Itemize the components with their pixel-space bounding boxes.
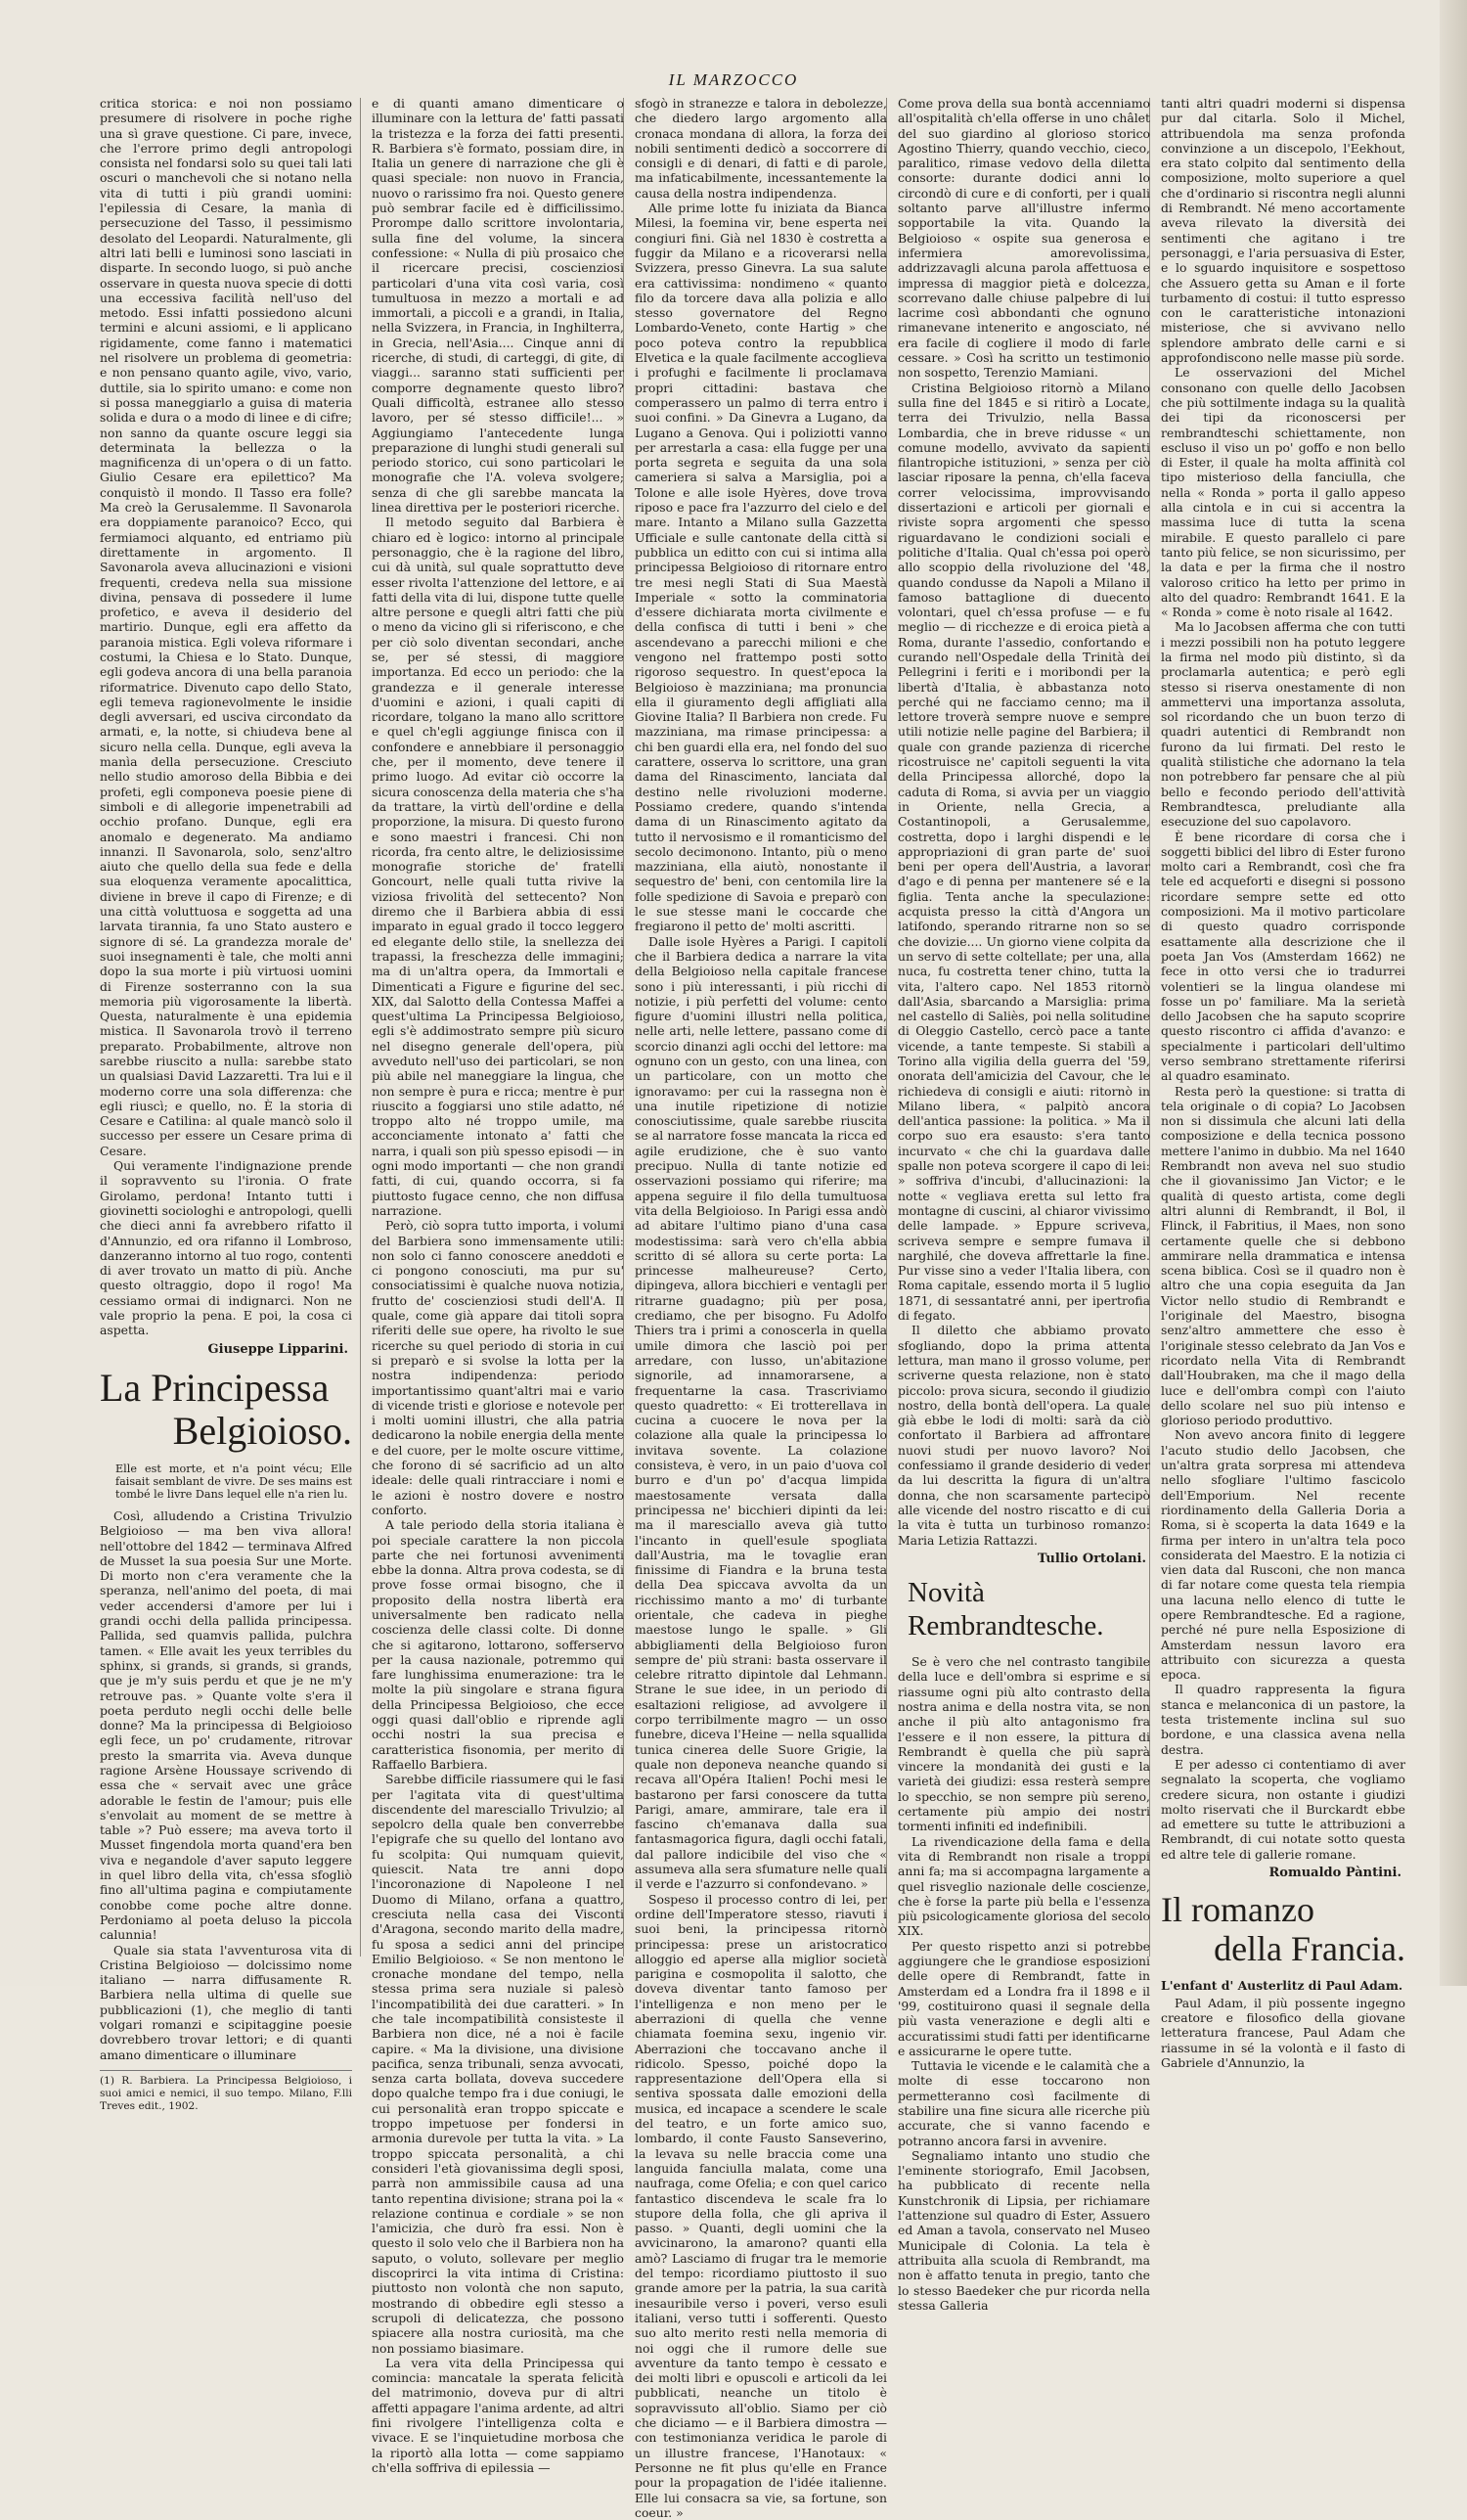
article-paragraph: Qui veramente l'indignazione prende il sopravvento su l'ironia. O frate Girolamo, perdona! Intanto tutti i giovinetti sociologhi e antropologi, quelli che dieci anni fa avrebbero rifatto il d'Annunzio, ed ora rifanno il Lombroso, danzeranno intorno al tuo rogo, contenti di aver trovato un matto di più. Anche questo oltraggio, dopo il rogo! Ma cessiamo ormai di indignarci. Non ne vale proprio la pena. E poi, la cosa ci aspetta. [100, 1158, 352, 1338]
article-paragraph: E per adesso ci contentiamo di aver segnalato la scoperta, che vogliamo credere sicura, non ostante i giudizi molto riservati che il Burckardt ebbe ad emettere su tutte le attribuzioni a Rembrandt, di cui notate sotto questa ed altre tele di gallerie romane. [1161, 1756, 1405, 1862]
author-signature: Giuseppe Lipparini. [207, 1341, 348, 1357]
article-paragraph: Le osservazioni del Michel consonano con quelle dello Jacobsen che più sottilmente indaga su la qualità dei tipi da riconoscersi per rembrandteschi schiettamente, non escluso il viso un po' goffo e non bello di Ester, il quale ha molta affinità col tipo misterioso della fanciulla, che nella « Ronda » porta il gallo appeso alla cintola e in cui si accentra la massima luce di tutta la scena mirabile. E questo parallelo ci pare tanto più felice, se non sicurissimo, per la data e per la firma che il nostro valoroso critico ha letto per primo in alto del quadro: Rembrandt 1641. E la « Ronda » come è noto risale al 1642. [1161, 365, 1405, 620]
article-paragraph: Non avevo ancora finito di leggere l'acuto studio dello Jacobsen, che un'altra grata sorpresa mi attendeva nello sfogliare l'ultimo fascicolo dell'Emporium. Nel recente riordinamento della Galleria Doria a Roma, si è scoperta la data 1649 e la firma per intero in un'altra tela poco considerata del Maestro. E la notizia ci vien data dal Rusconi, che non manca di far notare come questa tela riempia una lacuna nello elenco di tutte le opere Rembrandtesche. Ed a ragione, perché né pure nella Esposizione di Amsterdam nessun lavoro era attribuito con sicurezza a questa epoca. [1161, 1427, 1405, 1683]
article-paragraph: Resta però la questione: si tratta di tela originale o di copia? Lo Jacobsen non si dissimula che alcuni lati della composizione e della tecnica possono mettere l'animo in dubbio. Ma nel 1640 Rembrandt non aveva nel suo studio che il giovanissimo Jan Victor; e le qualità di questo artista, come degli altri alunni di Rembrandt, il Bol, il Flinck, il Fabritius, il Maes, non sono certamente quelle che si debbono ammirare nella drammatica e intensa scena biblica. Così se il quadro non è altro che una copia eseguita da Jan Victor nello studio di Rembrandt e l'originale del Maestro, bisogna senz'altro ammettere che esso è l'originale stesso celebrato da Jan Vos e ricordato nella Vita di Rembrandt dall'Houbraken, ma che il mago della luce e dell'ombra compì con l'aiuto dello scolare nel suo più intenso e glorioso periodo produttivo. [1161, 1083, 1405, 1428]
column-2 [372, 96, 624, 2475]
article-paragraph: È bene ricordare di corsa che i soggetti biblici del libro di Ester furono molto cari a Rembrandt, così che fra tele ed acqueforti e disegni si possono ricordare sempre sette ed otto composizioni. Ma il motivo particolare di questo quadro corrisponde esattamente alla descrizione che il poeta Jan Vos (Amsterdam 1662) ne fece in otto versi che io tradurrei volentieri se la lingua olandese mi fosse un po' familiare. Ma la serietà dello Jacobsen che ha saputo scoprire questo riscontro ci affida d'avanzo: e specialmente i particolari dell'ultimo verso sembrano strettamente riferirsi al quadro esaminato. [1161, 829, 1405, 1084]
article-paragraph: Cristina Belgioioso ritornò a Milano sulla fine del 1845 e si ritirò a Locate, terra dei Trivulzio, nella Bassa Lombardia, che in breve ridusse « un comune modello, avvivato da sapienti filantropiche istituzioni, » senza per ciò lasciar riposare la penna, ch'ella faceva correr velocissima, improvvisando dissertazioni e articoli per giornali e riviste sopra argomenti che spesso riguardavano le condizioni sociali e politiche d'Italia. Qual ch'essa poi operò allo scoppio della rivoluzione del '48, quando condusse da Napoli a Milano il famoso battaglione di duecento volontari, quel ch'essa profuse — e fu meglio — di ricchezze e di eroica pietà a Roma, durante l'assedio, confortando e curando nell'Ospedale della Trinità dei Pellegrini i feriti e i moribondi per la libertà d'Italia, è abbastanza noto perché qui ne facciamo cenno; ma il lettore troverà sempre nuove e sempre utili notizie nelle pagine del Barbiera; il quale con grande pazienza di ricerche ricostruisce ne' capitoli seguenti la vita della Principessa allorché, dopo la caduta di Roma, si avvia per un viaggio in Oriente, nella Grecia, a Costantinopoli, a Gerusalemme, costretta, dopo i larghi dispendi e le appropriazioni di gran parte de' suoi beni per opera dell'Austria, a lavorar d'ago e di penna per mantenere sé e la figlia. Tenta anche la speculazione: acquista presso la città d'Angora un latifondo, sperando ritrarne non so se che dovizie.... Un giorno viene colpita da un servo di sette coltellate; per una, alla nuca, fu costretta tener chino, tutta la vita, l'altero capo. Nel 1853 ritornò dall'Asia, sbarcando a Marsiglia: prima nel castello di Saliès, poi nella solitudine di Oleggio Castello, cercò pace a tante vicende, a tante tempeste. Si stabilì a Torino alla vigilia della guerra del '59, onorata dell'amicizia del Cavour, che le richiedeva di consigli e aiuti: ritornò in Milano libera, « palpitò ancora dell'antica passione: la politica. » Ma il corpo suo era esausto: s'era tanto incurvato « che chi la guardava dalle spalle non poteva scorgere il capo di lei: » soffriva d'incubi, d'allucinazioni: la notte « vegliava eretta sul letto fra montagne di cuscini, al chiaror vivissimo delle lampade. » Eppure scriveva, scriveva sempre e sempre fumava il narghilé, che doveva affrettarle la fine. Pur visse sino a veder l'Italia libera, con Roma capitale, essendo morta il 5 luglio 1871, di sessantatré anni, per ipertrofia di fegato. [898, 380, 1150, 1324]
article-paragraph: Il metodo seguito dal Barbiera è chiaro ed è logico: intorno al principale personaggio, che è la ragione del libro, cui dà unità, sul quale soprattutto deve esser rivolta l'attenzione del lettore, e ai fatti della vita di lui, dispone tutte quelle altre persone e quegli altri fatti che più o meno da vicino gli si riferiscono, e che per ciò solo diventan secondari, anche se, per sé stessi, di maggiore importanza. Ed ecco un periodo: che la grandezza e il generale interesse d'uomini e azioni, i quali capiti di ricordare, tolgano la mano allo scrittore e quel ch'egli aggiunge finisca con il confondere e annebbiare il personaggio che, per il momento, deve tenere il primo luogo. Ad evitar ciò occorre la sicura conoscenza della materia che s'ha da trattare, la virtù dell'ordine e della proporzione, la misura. Di questo furono e sono maestri i francesi. Chi non ricorda, fra cento altre, le deliziosissime monografie storiche de' fratelli Goncourt, nelle quali tutta rivive la viziosa frivolità del settecento? Non diremo che il Barbiera abbia di essi imparato in egual grado il tocco leggero ed elegante dello stile, la snellezza dei trapassi, la freschezza delle immagini; ma di un'altra opera, da Immortali e Dimenticati a Figure e figurine del sec. XIX, dal Salotto della Contessa Maffei a quest'ultima La Principessa Belgioioso, egli s'è addimostrato sempre più sicuro nel disegno generale dell'opera, più avveduto nell'uso dei particolari, se non più abile nel maneggiare la lingua, che non sempre è pura e ricca; mentre è pur riuscito a foggiarsi uno stile adatto, né troppo alto né troppo umile, ma acconciamente intonato a' fatti che narra, i quali son più spesso episodi — in ogni modo importanti — che non grandi fatti, di cui, quando occorra, si fa piuttosto fugace cenno, che non diffusa narrazione. [372, 515, 624, 1218]
article-paragraph: critica storica: e noi non possiamo presumere di risolvere in poche righe una sì grave questione. Ci pare, invece, che l'errore primo degli antropologi consista nel fondarsi solo su quei tali lati oscuri o manchevoli che si notano nella vita di tutti i più grandi uomini: l'epilessia di Cesare, la manìa di persecuzione del Tasso, il pessimismo desolato del Leopardi. Naturalmente, gli altri lati belli e luminosi sono lasciati in disparte. In secondo luogo, si può anche osservare in questa nuova specie di dotti una eccessiva facilità nell'uso del metodo. Essi infatti possiedono alcuni termini e alcuni assiomi, e li applicano rigidamente, come fanno i matematici nel risolvere un problema di geometria: e non pensano quanto agile, vivo, vario, duttile, sia lo spirito umano: e come non si possa maneggiarlo a guisa di materia solida e dura o a modo di linee e di cifre; non sanno da quante oscure leggi sia determinata la bellezza o la magnificenza di un'opera o di un fatto. Giulio Cesare era epilettico? Ma conquistò il mondo. Il Tasso era folle? Ma creò la Gerusalemme. Il Savonarola era doppiamente paranoico? Ecco, qui fermiamoci alquanto, ed entriamo più direttamente in argomento. Il Savonarola aveva allucinazioni e visioni frequenti, credeva nella sua missione divina, pensava di possedere il lume profetico, e aveva il desiderio del martirio. Dunque, egli era affetto da paranoia mistica. Egli voleva riformare i costumi, la Chiesa e lo Stato. Dunque, egli godeva ancora di una bella paranoia riformatrice. Divenuto capo dello Stato, egli temeva ragionevolmente le insidie degli avversari, ed usciva circondato da armati, e, la notte, si chiudeva bene al sicuro nella cella. Dunque, egli aveva la manìa della persecuzione. Cresciuto nello studio amoroso della Bibbia e dei profeti, egli componeva poesie piene di simboli e di allegorie impenetrabili ad occhio profano. Dunque, egli era anomalo e degenerato. Ma andiamo innanzi. Il Savonarola, solo, senz'altro aiuto che quello della sua fede e della sua eloquenza veramente apocalittica, diviene in breve il capo di Firenze; e di una città voluttuosa e soggetta ad una larvata tirannia, fa uno Stato austero e signore di sé. La grandezza morale de' suoi insegnamenti è tale, che molti anni dopo la sua morte i più virtuosi uomini di Firenze sosterranno con la sua memoria più vigorosamente la libertà. Questa, naturalmente è una epidemia mistica. Il Savonarola trovò il terreno preparato. Probabilmente, altrove non sarebbe riuscito a nulla: sarebbe stato un qualsiasi David Lazzaretti. Tra lui e il moderno corre una sola differenza: che egli riuscì; e quello, no. È la storia di Cesare e Catilina: al quale mancò solo il successo per essere un Cesare prima di Cesare. [100, 96, 352, 1158]
article-subtitle: L'enfant d' Austerlitz di Paul Adam. [1161, 1978, 1403, 1994]
article-paragraph: Così, alludendo a Cristina Trivulzio Belgioioso — ma ben viva allora! nell'ottobre del 1842 — terminava Alfred de Musset la sua poesia Sur une Morte. Di morto non c'era veramente che la speranza, nell'animo del poeta, di mai veder accendersi d'amore per lui i grandi occhi della pallida principessa. Pallida, sed quamvis pallida, pulchra tamen. « Elle avait les yeux terribles du sphinx, si grands, si grands, si grands, que je m'y suis perdu et que je ne m'y retrouve pas. » Quante volte s'era il poeta perduto negli occhi delle belle donne? Ma la principessa di Belgioioso egli fece, un po' crudamente, ritrovar presto la smarrita via. Aveva dunque ragione Arsène Houssaye scrivendo di essa che « servait avec une grâce adorable le festin de l'amour; puis elle s'envolait au moment de se mettre à table »? Può essere; ma aveva torto il Musset fingendola morta quand'era ben viva e negandole d'aver saputo leggere in quel libro della vita, ch'essa sfogliò fino all'ultima pagina e compiutamente conobbe come poche altre donne. Perdoniamo al poeta deluso la piccola calunnia! [100, 1508, 352, 1943]
article-paragraph: Alle prime lotte fu iniziata da Bianca Milesi, la foemina vir, bene esperta nei congiuri fini. Già nel 1830 è costretta a fuggir da Milano e a ricoverarsi nella Svizzera, presso Ginevra. La sua salute era cattivissima: nondimeno « quanto filo da torcere dava alla polizia e allo stesso governatore del Regno Lombardo-Veneto, conte Hartig » che poco poteva contro la repubblica Elvetica e la quale facilmente accoglieva i profughi e facilmente li proclamava propri cittadini: bastava che comperassero un palmo di terra entro i suoi confini. » Da Ginevra a Lugano, da Lugano a Genova. Qui i poliziotti vanno per arrestarla a casa: ella fugge per una porta segreta e seguita da una sola cameriera si salva a Marsiglia, poi a Tolone e alle isole Hyères, dove trova riposo e pace fra l'azzurro del cielo e del mare. Intanto a Milano sulla Gazzetta Ufficiale e sulle cantonate della città si pubblica un editto con cui si intima alla principessa Belgioioso di ritornare entro tre mesi negli Stati di Sua Maestà Imperiale « sotto la comminatoria d'essere dichiarata morta civilmente e della confisca di tutti i beni » che ascendevano a parecchi milioni e che vengono nel frattempo posti sotto rigoroso sequestro. In quest'epoca la Belgioioso è mazziniana; ma pronuncia ella il giuramento degli affigliati alla Giovine Italia? Il Barbiera non crede. Fu mazziniana, ma rimase principessa: a chi ben guardi ella era, nel fondo del suo carattere, osserva lo scrittore, una gran dama del Rinascimento, lanciata dal destino nelle rivoluzioni moderne. Possiamo credere, quando s'intenda dama di un Rinascimento agitato da tutto il nervosismo e il romanticismo del secolo decimonono. Intanto, più o meno mazziniana, ella aiutò, nonostante il sequestro de' beni, con centomila lire la folle spedizione di Savoia e preparò con le sue stesse mani le coccarde che fregiarono il petto de' molti ascritti. [635, 201, 887, 934]
column-4 [898, 96, 1150, 2313]
article-paragraph: Tuttavia le vicende e le calamità che a molte di esse toccarono non permetteranno così facilmente di stabilire una fine sicura alle ricerche più accurate, che si vanno facendo e potranno ancora farsi in avvenire. [898, 2058, 1150, 2148]
epigraph: Elle est morte, et n'a point vécu; Elle faisait semblant de vivre. De ses mains est tombé le livre Dans lequel elle n'a rien lu. [115, 1462, 352, 1501]
footnote: (1) R. Barbiera. La Principessa Belgioioso, i suoi amici e nemici, il suo tempo. Milano, F.lli Treves edit., 1902. [100, 2070, 352, 2113]
article-paragraph: e di quanti amano dimenticare o illuminare con la lettura de' fatti passati la tristezza e la forza dei fatti presenti. R. Barbiera s'è formato, possiam dire, in Italia un genere di narrazione che gli è quasi speciale: non nuovo in Francia, nuovo o rarissimo fra noi. Questo genere può sembrar facile ed è difficilissimo. Prorompe dallo scrittore involontaria, sulla fine del volume, la sincera confessione: « Nulla di più prosaico che il ricercare precisi, coscienziosi particolari d'una vita così varia, così tumultuosa in mezzo a mortali e ad immortali, a piccoli e a grandi, in Italia, nella Svizzera, in Francia, in Inghilterra, in Grecia, nell'Asia.... Cinque anni di ricerche, di studi, di carteggi, di gite, di viaggi... saranno stati sufficienti per comporre degnamente questo libro? Quali difficoltà, estranee allo stesso lavoro, per sé stesso difficile!... » Aggiungiamo l'antecedente lunga preparazione di lunghi studi generali sul periodo storico, cui sono particolari le monografie che l'A. voleva svolgere; senza di che gli sarebbe mancata la linea direttiva per le posteriori ricerche. [372, 96, 624, 516]
article-paragraph: Per questo rispetto anzi si potrebbe aggiungere che le grandiose esposizioni delle opere di Rembrandt, fatte in Amsterdam ed a Londra fra il 1898 e il '99, costituirono quasi il segnale della più vasta venerazione e degli alti e accuratissimi studi fatti per identificarne e assicurarne le opere tutte. [898, 1938, 1150, 2058]
article-title-line: della Francia. [1214, 1929, 1405, 1969]
article-paragraph: La vera vita della Principessa qui comincia: mancatale la sperata felicità del matrimonio, doveva pur di altri affetti appagare l'anima ardente, ad altri fini rivolgere l'intelligenza colta e vivace. E se l'inquietudine morbosa che la riportò alla lotta — come sappiamo ch'ella soffriva di epilessia — [372, 2355, 624, 2475]
article-paragraph: Però, ciò sopra tutto importa, i volumi del Barbiera sono immensamente utili: non solo ci fanno conoscere aneddoti e ci pongono conosciuti, ma pur su' consociatissimi è qualche nuova notizia, frutto de' coscienziosi studi dell'A. Il quale, come già appare dai titoli sopra riferiti delle sue opere, ha rivolto le sue ricerche su quel periodo di storia in cui si preparò e si svolse la lotta per la nostra indipendenza: periodo importantissimo quant'altri mai e vario di vicende tristi e gloriose e notevole per i molti uomini illustri, che alla patria dedicarono la nobile energia della mente e del cuore, per le molte oscure vittime, che forono di sé sacrificio ad un alto ideale: delle quali rintracciare i nomi e le azioni è nostro dovere e nostro conforto. [372, 1218, 624, 1517]
article-paragraph: Paul Adam, il più possente ingegno creatore e filosofico della giovane letteratura francese, Paul Adam che riassume in sé la volontà e il fasto di Gabriele d'Annunzio, la [1161, 1995, 1405, 2070]
author-signature: Tullio Ortolani. [1037, 1551, 1146, 1566]
column-1 [100, 96, 352, 2112]
article-title [1161, 1890, 1405, 1968]
column-3 [635, 96, 887, 2520]
article-title-line: Belgioioso. [172, 1408, 352, 1453]
article-paragraph: Quale sia stata l'avventurosa vita di Cristina Belgioioso — dolcissimo nome italiano — narra diffusamente R. Barbiera nella ultima di quelle sue pubblicazioni (1), che meglio di tanti volgari romanzi e scipitaggine poesie dovrebbero trovar lettori; e di quanti amano dimenticare o illuminare [100, 1942, 352, 2062]
article-paragraph: Segnaliamo intanto uno studio che l'eminente storiografo, Emil Jacobsen, ha pubblicato di recente nella Kunstchronik di Lipsia, per richiamare l'attenzione sul quadro di Ester, Assuero ed Aman a tavola, conservato nel Museo Municipale di Colonia. La tela è attribuita alla scuola di Rembrandt, ma non è affatto tenuta in pregio, tanto che lo stesso Baedeker che pur ricorda nella stessa Galleria [898, 2147, 1150, 2313]
masthead: IL MARZOCCO [668, 70, 799, 89]
article-paragraph: La rivendicazione della fama e della vita di Rembrandt non risale a troppi anni fa; ma si accompagna largamente a quel risveglio nazionale delle coscienze, che è forse la parte più bella e l'essenza più psicologicamente gloriosa del secolo XIX. [898, 1833, 1150, 1939]
article-paragraph: Se è vero che nel contrasto tangibile della luce e dell'ombra si esprime e si riassume ogni più alto contrasto della nostra anima e della nostra vita, se non anche il più alto antagonismo fra l'essere e il non essere, la pittura di Rembrandt è quella che più saprà vincere la mondanità dei gusti e la varietà dei giudizi: essa resterà sempre lo specchio, se non sempre più sereno, certamente più ampio dei nostri tormenti infiniti ed indefinibili. [898, 1654, 1150, 1834]
article-paragraph: Come prova della sua bontà accenniamo all'ospitalità ch'ella offerse in uno châlet del suo giardino al glorioso storico Agostino Thierry, quando vecchio, cieco, paralitico, rimase vedovo della diletta consorte: durante dodici anni lo circondò di cure e di conforti, per i quali soltanto parve all'illustre infermo sopportabile la vita. Quando la Belgioioso « ospite sua generosa e infermiera amorevolissima, addrizzavagli alcuna parola affettuosa e impressa di maggior pietà e dolcezza, scorrevano dalle chiuse palpebre di lui lacrime così abbondanti che ognuno rimanevane intenerito e angosciato, né era facile di cogliere il modo di farle cessare. » Così ha scritto un testimonio non sospetto, Terenzio Mamiani. [898, 96, 1150, 381]
article-paragraph: Dalle isole Hyères a Parigi. I capitoli che il Barbiera dedica a narrare la vita della Belgioioso nella capitale francese sono i più interessanti, i più ricchi di notizie, i più perfetti del volume: cento figure d'uomini illustri nella politica, nelle arti, nelle lettere, passano come di scorcio dinanzi agli occhi del lettore: ma ognuno con un gesto, con una linea, con un particolare, con un motto che ignoravamo: per cui la rassegna non è una inutile ripetizione di notizie conosciutissime, quale sarebbe riuscita se al narratore fosse mancata la ricca ed agile erudizione, che è suo vanto precipuo. Nulla di tante notizie ed osservazioni possiamo qui riferire; ma appena seguire il filo della tumultuosa vita della Belgioioso. In Parigi essa andò ad abitare l'ultimo piano d'una casa modestissima: sarà vero ch'ella abbia scritto di sé allora su certe porta: La princesse malheureuse? Certo, dipingeva, allora bicchieri e ventagli per ritrarne guadagno; più per posa, crediamo, che per bisogno. Fu Adolfo Thiers tra i primi a conoscerla in quella umile dimora che lasciò poi per arredare, con lusso, un'abitazione signorile, ad innamorarsene, a frequentarne la casa. Trascriviamo questo quadretto: « Ei trotterellava in cucina a cuocere le nova per la colazione alla quale la principessa lo invitava sovente. La colazione consisteva, è vero, in un paio d'uova col burro e d'un po' d'acqua limpida maestosamente versata dalla principessa ne' bicchieri dipinti da lei: ma il maresciallo aveva già tutto l'incanto in quell'esule spogliata dall'Austria, ma le tovaglie eran finissime di Fiandra e la bruna testa della Dea spiccava avvolta da un ricchissimo manto a mo' di turbante orientale, che cadeva in pieghe maestose lungo le spalle. » Gli abbigliamenti della Belgioioso furon sempre de' più strani: basta osservare il celebre ritratto dipintole dal Lehmann. Strane le sue idee, in un periodo di esaltazioni religiose, ad avvolgere il corpo terribilmente magro — un osso funebre, diceva l'Heine — nella squallida tunica cinerea delle Suore Grigie, la quale non deponeva neanche quando si recava all'Opéra Italien! Pochi mesi le bastarono per farsi conoscere da tutta Parigi, amare, ammirare, tale era il fascino ch'emanava dalla sua fantasmagorica figura, dagli occhi fatali, dal pallore indicibile del viso che « assumeva alla sera sfumature nelle quali il verde e l'azzurro si confondevano. » [635, 933, 887, 1892]
article-paragraph: Il diletto che abbiamo provato sfogliando, dopo la prima attenta lettura, man mano il grosso volume, per scriverne questa relazione, non è stato piccolo: prova sicura, secondo il giudizio nostro, della bontà dell'opera. La quale già ebbe le lodi di molti: sarà da ciò confortato il Barbiera ad affrontare nuovi studi per nuovo lavoro? Noi confessiamo il grande desiderio di veder da lui descritta la figura di un'altra donna, che non scarsamente partecipò alle vicende del nostro riscatto e di cui la vita è tutta un turbinoso romanzo: Maria Letizia Rattazzi. [898, 1323, 1150, 1548]
page-edge-shadow [1440, 0, 1467, 1986]
article-paragraph: tanti altri quadri moderni si dispensa pur dal citarla. Solo il Michel, attribuendola ma senza profonda convinzione a un discepolo, l'Eekhout, era stato colpito dal sentimento della composizione, molto superiore a quel che d'ordinario si riscontra negli alunni di Rembrandt. Né meno accortamente aveva rilevato la diversità dei sentimenti che agitano i tre personaggi, e l'aria persuasiva di Ester, e lo sguardo inquisitore e sospettoso che Assuero getta su Aman e il forte turbamento di costui: il tutto espresso con le caratteristiche intonazioni misteriose, che si avvivano nello splendore ambrato delle carni e si approfondiscono nelle masse più sorde. [1161, 96, 1405, 366]
columns [100, 96, 1410, 2520]
article-title-line: Il romanzo [1161, 1890, 1314, 1930]
article-title: Novità Rembrandtesche. [908, 1577, 1104, 1642]
article-paragraph: Sospeso il processo contro di lei, per ordine dell'Imperatore stesso, riavuti i suoi beni, la principessa ritornò principessa: prese un aristocratico alloggio ed aperse alla miglior società parigina e cosmopolita il salotto, che doveva diventar tanto famoso per l'intelligenza e non meno per le aberrazioni di quella che venne chiamata foemina sexu, ingenio vir. Aberrazioni che toccavano anche il ridicolo. Spesso, poiché dopo la rappresentazione dell'Opera ella si sentiva spossata dalle emozioni della musica, ed incapace a scendere le scale del teatro, e un forte amico suo, lombardo, il conte Fausto Sanseverino, la levava su nelle braccia come una languida fanciulla malata, come una naufraga, come Ofelia; e con quel carico fantastico discendeva le scale fra lo stupore della folla, che gli apriva il passo. » Quanti, degli uomini che la avvicinarono, la amarono? quanti ella amò? Lasciamo di frugar tra le memorie del tempo: ricordiamo piuttosto il suo grande amore per la patria, la sua carità inesauribile verso i poveri, verso esuli italiani, verso tutti i sofferenti. Questo suo alto merito resti nella memoria di noi oggi che il rumore delle sue avventure da tanto tempo è cessato e dei molti libri e opuscoli e articoli da lei pubblicati, neanche un titolo è sopravvissuto all'oblio. Siamo per ciò che diciamo — e il Barbiera dimostra — con testimonianza veridica le parole di un illustre francese, l'Hanotaux: « Personne ne fit plus qu'elle en France pour la propagation de l'idée italienne. Elle lui consacra sa vie, sa fortune, son coeur. » [635, 1891, 887, 2520]
article-paragraph: Sarebbe difficile riassumere qui le fasi per l'agitata vita di quest'ultima discendente del maresciallo Trivulzio; al sepolcro della quale ben converrebbe l'epigrafe che su quello del lontano avo fu scolpita: Qui numquam quievit, quiescit. Nata tre anni dopo l'incoronazione di Napoleone I nel Duomo di Milano, orfana a quattro, cresciuta nella casa dei Visconti d'Aragona, secondo marito della madre, fu sposa a sedici anni del principe Emilio Belgioioso. « Se non mentono le cronache mondane del tempo, nella stessa prima sera nuziale si palesò l'incompatibilità dei due caratteri. » In che tale incompatibilità consisteste il Barbiera non dice, né a noi è facile capire. « Ma la divisione, una divisione pacifica, senza tribunali, senza avvocati, senza carta bollata, doveva succedere dopo qualche tempo fra i due coniugi, le cui personalità eran troppo spiccate e troppo impetuose per fondersi in armonia durevole per tutta la vita. » La troppo spiccata personalità, a chi consideri l'età giovanissima degli sposi, parrà non ammissibile causa ad una tanto repentina divisione; strana poi la « relazione continua e cordiale » se non l'amicizia, che durò fra essi. Non è questo il solo velo che il Barbiera non ha saputo, o voluto, sollevare per meglio discoprirci la vita intima di Cristina: piuttosto non volontà che non saputo, mostrando di obbedire egli stesso a scrupoli di delicatezza, che possono spiacere alla nostra curiosità, ma che non possiamo biasimare. [372, 1772, 624, 2356]
column-5 [1161, 96, 1405, 2070]
article-title [100, 1367, 352, 1453]
article-paragraph: Ma lo Jacobsen afferma che con tutti i mezzi possibili non ha potuto leggere la firma nel modo più distinto, sì da proclamarla autentica; e però egli stesso si riserva onestamente di non ammettervi una importanza assoluta, sol ricordando che un buon terzo di quadri autentici di Rembrandt non furono da lui firmati. Del resto le qualità stilistiche che adornano la tela non potrebbero far pensare che al più bello e fecondo periodo dell'attività Rembrandtesca, preludiante alla esecuzione del suo capolavoro. [1161, 619, 1405, 830]
author-signature: Romualdo Pàntini. [1268, 1866, 1401, 1881]
article-paragraph: A tale periodo della storia italiana è poi speciale carattere la non piccola parte che nei fortunosi avvenimenti ebbe la donna. Altra prova codesta, se di prove fosse ormai bisogno, che il proposito della nostra libertà era universalmente ben radicato nella coscienza delle classi colte. Di donne che si agitarono, lottarono, sofferservo per la causa nazionale, potremmo qui fare lunghissima enumerazione: tra le molte la più singolare e strana figura della Principessa Belgioioso, che ecce oggi quasi dall'oblio e riprende agli occhi nostri la sua precisa e caratteristica fisonomia, per merito di Raffaello Barbiera. [372, 1517, 624, 1772]
article-title-line: La Principessa [100, 1365, 330, 1410]
article-paragraph: sfogò in stranezze e talora in debolezze, che diedero largo argomento alla cronaca mondana di allora, la forza dei nobili sentimenti dedicò a soccorrere di consigli e di denari, di fatti e di parole, ma infaticabilmente, incessantemente la causa della nostra indipendenza. [635, 96, 887, 201]
article-paragraph: Il quadro rappresenta la figura stanca e melanconica di un pastore, la testa tristemente inclina sul suo bordone, e una classica avena nella destra. [1161, 1682, 1405, 1757]
